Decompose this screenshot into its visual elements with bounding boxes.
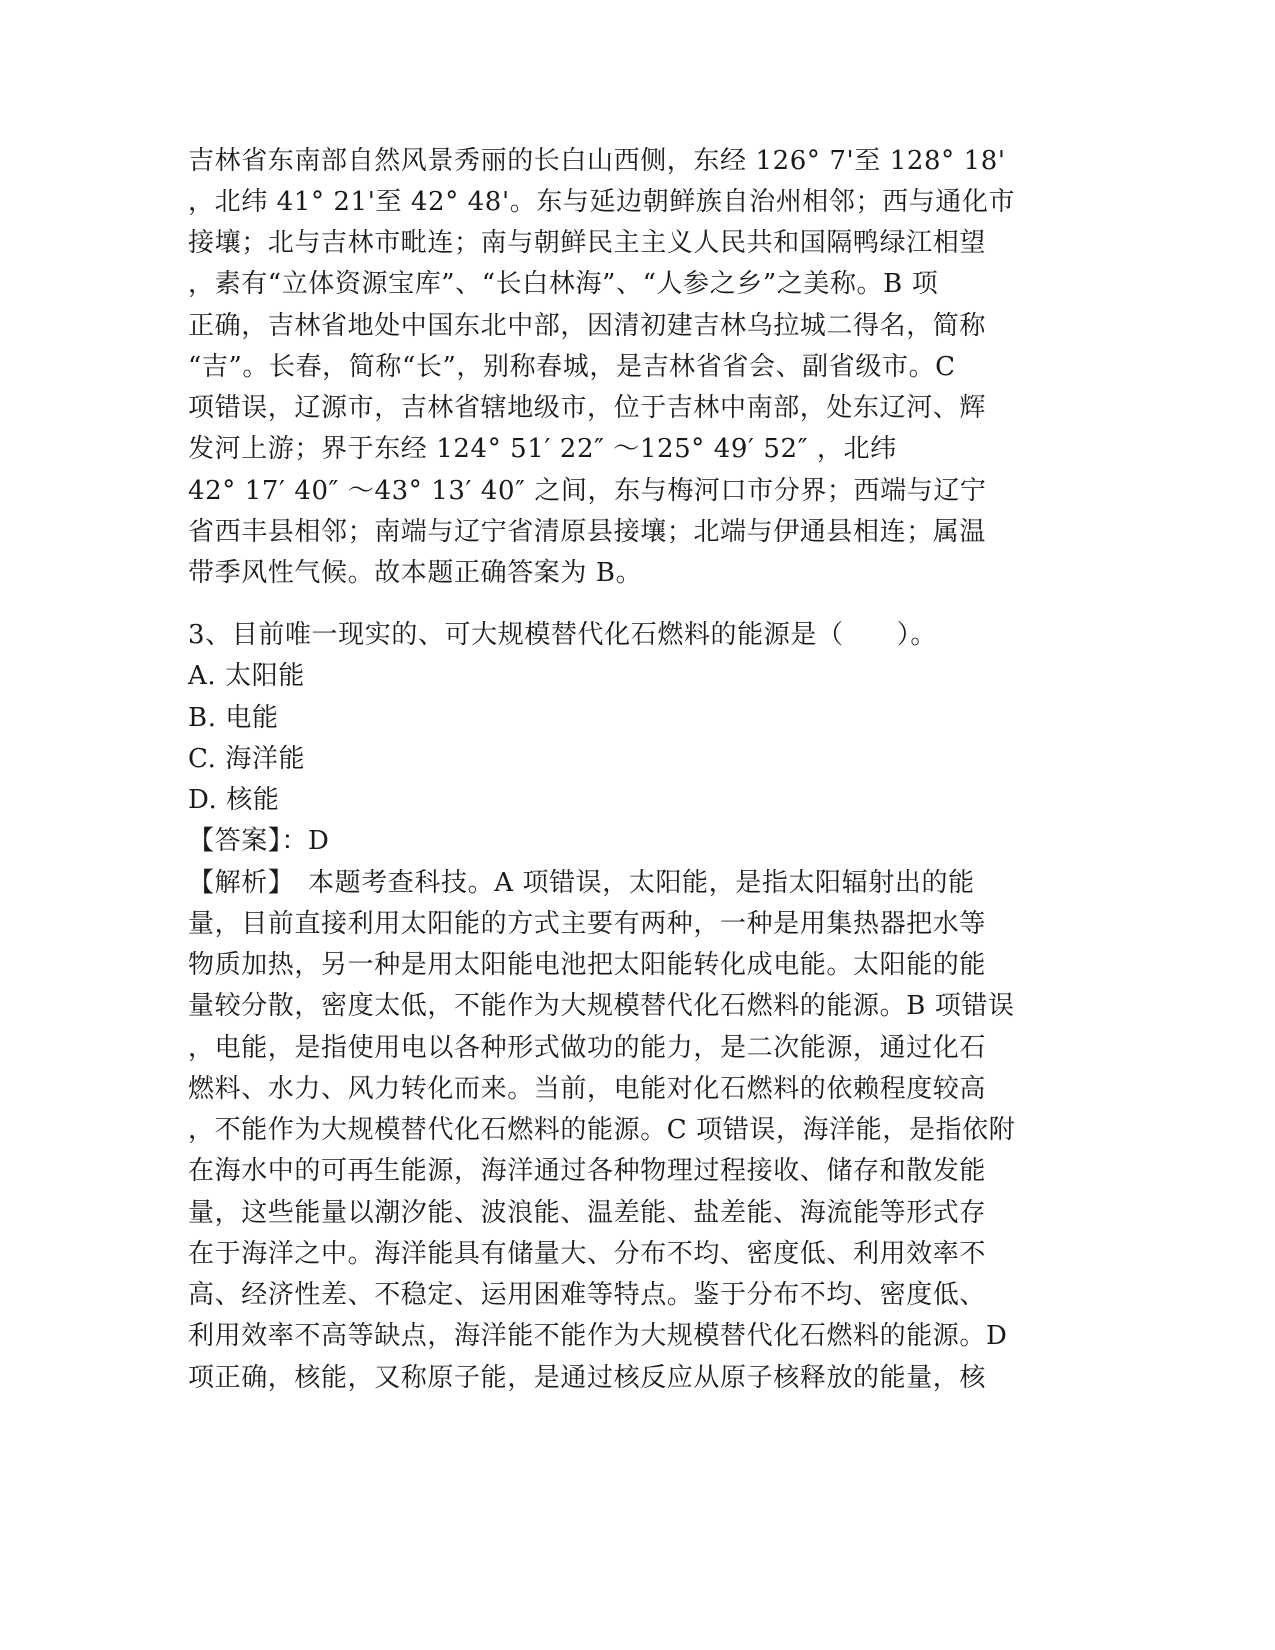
analysis-line: 量较分散，密度太低，不能作为大规模替代化石燃料的能源。B 项错误 <box>188 991 1015 1021</box>
analysis-line: 【解析】 本题考查科技。A 项错误，太阳能，是指太阳辐射出的能 <box>188 868 975 898</box>
text-line: 42° 17′ 40″ ～43° 13′ 40″ 之间，东与梅河口市分界；西端与辽宁 <box>188 476 987 506</box>
text-line: 省西丰县相邻；南端与辽宁省清原县接壤；北端与伊通县相连；属温 <box>188 517 987 547</box>
analysis-line: 项正确，核能，又称原子能，是通过核反应从原子核释放的能量，核 <box>188 1363 987 1393</box>
text-line: 带季风性气候。故本题正确答案为 B。 <box>188 558 643 588</box>
analysis-line: ，不能作为大规模替代化石燃料的能源。C 项错误，海洋能，是指依附 <box>188 1115 1016 1145</box>
text-line: 项错误，辽源市，吉林省辖地级市，位于吉林中南部，处东辽河、辉 <box>188 393 987 423</box>
analysis-line: 物质加热，另一种是用太阳能电池把太阳能转化成电能。太阳能的能 <box>188 950 987 980</box>
analysis-line: 利用效率不高等缺点，海洋能不能作为大规模替代化石燃料的能源。D <box>188 1321 1008 1351</box>
answer: 【答案】：D <box>188 826 330 856</box>
analysis-line: 在海水中的可再生能源，海洋通过各种物理过程接收、储存和散发能 <box>188 1156 987 1186</box>
analysis-line: ，电能，是指使用电以各种形式做功的能力，是二次能源，通过化石 <box>188 1033 987 1063</box>
question-stem: 3、目前唯一现实的、可大规模替代化石燃料的能源是（ ）。 <box>188 620 937 650</box>
option-c: C. 海洋能 <box>188 744 306 774</box>
analysis-line: 量，这些能量以潮汐能、波浪能、温差能、盐差能、海流能等形式存 <box>188 1198 987 1228</box>
text-line: 发河上游；界于东经 124° 51′ 22″ ～125° 49′ 52″ ，北纬 <box>188 434 897 464</box>
option-d: D. 核能 <box>188 785 280 815</box>
text-line: “吉”。长春，简称“长”，别称春城，是吉林省省会、副省级市。C <box>188 352 956 382</box>
analysis-line: 在于海洋之中。海洋能具有储量大、分布不均、密度低、利用效率不 <box>188 1239 987 1269</box>
option-b: B. 电能 <box>188 703 279 733</box>
text-line: 正确，吉林省地处中国东北中部，因清初建吉林乌拉城二得名，简称 <box>188 311 987 341</box>
analysis-line: 量，目前直接利用太阳能的方式主要有两种，一种是用集热器把水等 <box>188 909 987 939</box>
text-line: 接壤；北与吉林市毗连；南与朝鲜民主主义人民共和国隔鸭绿江相望 <box>188 228 987 258</box>
text-line: ，北纬 41° 21'至 42° 48'。东与延边朝鲜族自治州相邻；西与通化市 <box>188 187 1016 217</box>
analysis-line: 高、经济性差、不稳定、运用困难等特点。鉴于分布不均、密度低、 <box>188 1280 987 1310</box>
text-line: 吉林省东南部自然风景秀丽的长白山西侧，东经 126° 7'至 128° 18' <box>188 146 1006 176</box>
text-line: ，素有“立体资源宝库”、“长白林海”、“人参之乡”之美称。B 项 <box>188 269 939 299</box>
option-a: A. 太阳能 <box>188 661 305 691</box>
analysis-line: 燃料、水力、风力转化而来。当前，电能对化石燃料的依赖程度较高 <box>188 1074 987 1104</box>
